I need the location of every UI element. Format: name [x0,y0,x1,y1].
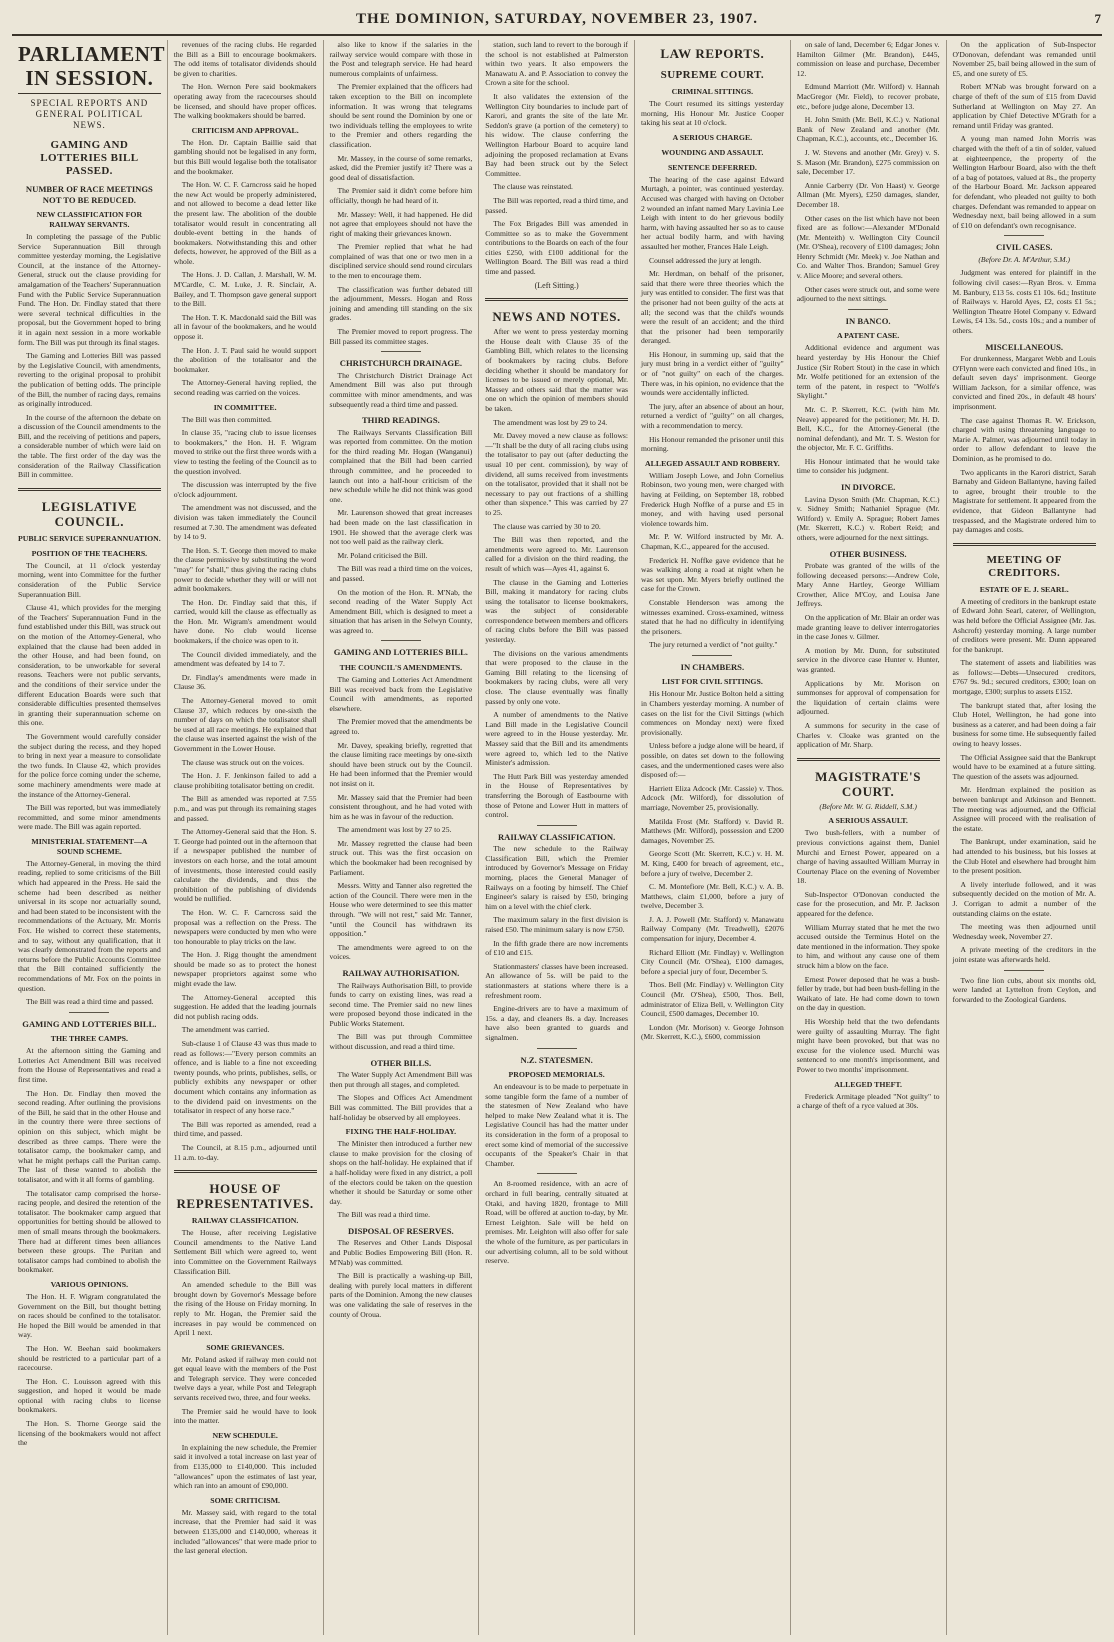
subheadline: ALLEGED THEFT. [834,1079,902,1089]
paragraph: At the afternoon sitting the Gaming and Lotteries Act Amendment Bill was received from the House of Representatives and read a first time. [18,1046,161,1085]
paragraph: His Honour remanded the prisoner until this morning. [641,434,784,454]
paragraph: Lavina Dyson Smith (Mr. Chapman, K.C.) v. Sidney Smith; Nathaniel Sprague (Mr. Wilford) v. Emily A. Sprague; Robert James (Mr. Skerrett, K.C.) v. Robert Reid; and others, were adjourned for the next sittings. [796,494,940,542]
paragraph: The clause was carried by 30 to 20. [493,521,601,531]
paragraph: The Hon. T. K. Macdonald said the Bill was all in favour of the bookmakers, and he would oppose it. [173,312,317,342]
headline: IN DIVORCE. [840,482,896,493]
paragraph: Two fine lion cubs, about six months old, were landed at Lyttelton from Ceylon, and forwarded to the Zoological Gardens. [952,975,1096,1004]
subheadline: A PATENT CASE. [837,331,900,341]
subheadline: CRITICISM AND APPROVAL. [191,125,299,135]
subheadline: NEW SCHEDULE. [212,1430,278,1440]
subheadline: (Before Dr. A. M'Arthur, S.M.) [978,254,1071,264]
paragraph: A motion by Mr. Dunn, for substituted service in the divorce case Hunter v. Hunter, was granted. [796,645,940,674]
paragraph: The amendment was lost by 29 to 24. [493,417,608,427]
headline: GAMING AND LOTTERIES BILL. [333,647,468,658]
divider [381,351,421,352]
paragraph: The Attorney-General accepted this suggestion. He added that the leading journals did not publish racing odds. [173,992,317,1021]
headline: IN CHAMBERS. [680,661,745,672]
paragraph: The Hon. Wernon Pere said bookmakers operating away from the racecourses should be licensed, and should have proper offices. The walking bookmakers should be barred. [173,82,317,121]
paragraph: His Honour intimated that he would take time to consider his judgment. [796,456,940,476]
headline: MAGISTRATE'S COURT. [815,768,922,799]
paragraph: The Bill was read a third time and passed. [26,997,154,1007]
paragraph: Mr. P. W. Wilford instructed by Mr. A. Chapman, K.C., appeared for the accused. [641,532,784,551]
paragraph: C. M. Montefiore (Mr. Bell, K.C.) v. A. B. Matthews, claim £1,000, before a jury of twelve, December 3. [641,882,784,911]
paragraph: A meeting of creditors in the bankrupt estate of Edward John Searl, caterer, of Wellington, was held before the Official Assignee (Mr. Jas. Ashcroft) yesterday morning. A large number of creditors were present. Mr. Dunn appeared for the bankrupt. [952,596,1096,654]
paragraph: revenues of the racing clubs. He regarded the Bill as a Bill to encourage bookmakers. The odd items of totalisator dividends should be given to charities. [173,40,317,78]
paragraph: On the motion of the Hon. R. M'Nab, the second reading of the Water Supply Act Amendment Bill, which is designed to meet a situation that has arisen in the Selwyn County, was agreed to. [329,587,473,635]
paragraph: The Hon. W. Beehan said bookmakers should be restricted to a particular part of a racecourse. [18,1343,161,1373]
subheadline: CRIMINAL SITTINGS. [671,87,754,96]
paragraph: Mr. C. P. Skerrett, K.C. (with him Mr. Neave) appeared for the petitioner; Mr. H. D. Bell, K.C., for the Attorney-General (the nominal defendant), and Mr. T. S. Weston for the objector, Mr. F. C. Griffiths. [796,404,940,453]
subheadline: POSITION OF THE TEACHERS. [31,548,148,558]
paragraph: The Hutt Park Bill was yesterday amended in the House of Representatives by transferring the Borough of Eastbourne with those of Petone and Lower Hutt in matters of control. [485,771,628,820]
paragraph: William Joseph Lowe, and John Cornelius Robinson, two young men, were charged with having at Feilding, on September 18, robbed Frederick Hugh Noffke of a purse and £5 in money, and with having used personal violence towards him. [641,470,784,528]
paragraph: The Hon. H. F. Wigram congratulated the Government on the Bill, but thought betting on races should be confined to the totalisator. He hoped the Bill would be amended in that way. [18,1291,161,1340]
subheadline: A SERIOUS CHARGE. [672,132,753,142]
subheadline: THE COUNCIL'S AMENDMENTS. [339,662,463,672]
page-number: 7 [1094,11,1102,26]
paragraph: The maximum salary in the first division is raised £50. The minimum salary is now £750. [485,915,628,934]
paragraph: The Bill was read a third time on the voices, and passed. [329,564,473,583]
paragraph: The bankrupt stated that, after losing the Club Hotel, Wellington, he had gone into business as a caterer, and had been doing a fair business for some time. He subsequently failed owing to heavy losses. [952,700,1096,749]
paragraph: Matilda Frost (Mr. Stafford) v. David R. Matthews (Mr. Wilford), possession and £200 damages, November 25. [641,816,784,845]
paragraph: The Hon. Dr. Captain Baillie said that gambling should not be legalised in any form, but this Bill would legalise both the totalisator and the bookmaker. [173,137,317,176]
paragraph: The Premier said he would have to look into the matter. [173,1406,317,1426]
divider [692,655,732,656]
paragraph: On the application of Mr. Blair an order was made granting leave to deliver interrogatories in the case Jones v. Gilmer. [796,613,940,642]
paragraph: The Minister then introduced a further new clause to make provision for the closing of shops on the half-holiday. He explained that if a half-holiday were fixed in any district, a poll of the electors could be taken on the question whether it should be Saturday or some other day. [329,1139,473,1206]
headline: THIRD READINGS. [361,415,440,426]
paragraph: Judgment was entered for plaintiff in the following civil cases:—Ryan Bros. v. Emma M. Banbury, £13 5s. costs £1 10s. 6d.; Institute of Railways v. Harold Ayes, £2, costs £1 5s.; Wellington Theatre Hotel Company v. Edward Lewis, £4 13s. 5d., costs 10s.; and a number of others. [952,268,1096,335]
paragraph: Richard Elliott (Mr. Findlay) v. Wellington City Council (Mr. O'Shea), £100 damages, before a special jury of four, December 5. [641,947,784,976]
headline: GAMING AND LOTTERIES BILL. [22,1018,157,1029]
paragraph: The Premier replied that what he had complained of was that one or two men in a disciplined service should send round circulars to the men to encourage them. [329,242,473,281]
paragraph: Mr. Davey moved a new clause as follows:—"It shall be the duty of all racing clubs using the totalisator to pay out (after deducting the usual 10 per cent. commission), by way of dividend, all sums received from investments on the totalisator, provided that it shall not be necessary to pay out fractions of a shilling other than sixpence." This was carried by 27 to 25. [485,431,628,517]
headline: CHRISTCHURCH DRAINAGE. [339,358,462,369]
paragraph: The clause was reinstated. [493,182,573,192]
paragraph: An amended schedule to the Bill was brought down by Governor's Message before the rising of the House on Friday morning. In reply to Mr. Hogan, the Premier said the increases in pay would be commenced on April 1 next. [173,1280,317,1338]
headline: OTHER BUSINESS. [829,548,907,559]
paragraph: Additional evidence and argument was heard yesterday by His Honour the Chief Justice (Sir Robert Stout) in the case in which Mr. Wolfe petitioned for an extension of the term of the patent, in respect to "Wolfe's Skylight." [796,343,940,401]
subheadline: A SERIOUS ASSAULT. [828,816,908,826]
paragraph: Mr. Herdman, on behalf of the prisoner, said that there were three theories which the jury was entitled to consider. The first was that the prisoner had not been guilty of the acts at all; the second was that the child's wounds were the result of an accident; and the third that the prisoner had been temporarily deranged. [641,269,784,346]
paragraph: Other cases were struck out, and some were adjourned to the next sittings. [796,284,940,304]
paragraph: George Scott (Mr. Skerrett, K.C.) v. H. M. M. King, £400 for breach of agreement, etc., before a jury of twelve, December 2. [641,849,784,878]
headline: HOUSE OF REPRESENTATIVES. [176,1181,314,1212]
subheadline: SOME CRITICISM. [210,1495,280,1505]
paragraph: The discussion was interrupted by the five o'clock adjournment. [173,480,317,499]
divider [797,758,940,761]
paragraph: The case against Thomas R. W. Erickson, charged with using threatening language to Marie A. Palmer, was adjourned until today in order to allow defendant to leave the Dominion, as he promised to do. [952,415,1096,463]
paragraph: The Gaming and Lotteries Bill was passed by the Legislative Council, with amendments, reverting to the original proposal to prohibit the publication of betting odds. The principle of the Bill, the number of racing days, remains as originally introduced. [18,351,161,409]
paragraph: The Bankrupt, under examination, said he had attended to his business, but his losses at the Club Hotel and elsewhere had brought him to the present position. [952,837,1096,876]
paragraph: The Fox Brigades Bill was amended in Committee so as to make the Government contributions to the Boards on each of the four cities £250, with £100 additional for the Wellington Board. The Bill was read a third time and passed. [485,219,628,277]
headline: N.Z. STATESMEN. [520,1054,593,1065]
headline: IN BANCO. [845,315,891,326]
paragraph: The clause in the Gaming and Lotteries Bill, making it mandatory for racing clubs using the totalisator to license bookmakers, was the subject of considerable correspondence between members and officers of racing clubs before the Bill was passed yesterday. [485,577,628,645]
paragraph: His Honour, in summing up, said that the jury must bring in a verdict either of "guilty" or of "not guilty" on each of the charges. There was, in his opinion, no evidence that the wounds were accidentally inflicted. [641,349,784,398]
paragraph: A summons for security in the case of Charles v. Cloake was granted on the application of Mr. Sharp. [796,720,940,750]
subheadline: SOME GRIEVANCES. [206,1342,285,1352]
masthead-title: THE DOMINION, SATURDAY, NOVEMBER 23, 1907. [356,10,758,27]
headline: RAILWAY CLASSIFICATION. [497,831,616,842]
divider [1004,235,1044,236]
paragraph: The clause was struck out on the voices. [181,757,305,767]
subheadline: SENTENCE DEFERRED. [667,162,757,172]
paragraph: In explaining the new schedule, the Premier said it involved a total increase on last year of from £135,000 to £140,000. This included "allowances" upon the estimates of last year, which ran into an amount of £90,000. [173,1442,317,1491]
divider [537,825,577,826]
paragraph: The meeting was then adjourned until Wednesday week, November 27. [952,922,1096,941]
paragraph: also like to know if the salaries in the railway service would compare with those in the Post and telegraph service. He had heard numerous complaints of unfairness. [329,40,473,78]
divider [537,1173,577,1174]
paragraph: The Premier explained that the officers had taken exception to the Bill on incomplete information. It was wrong that telegrams should be sent round the Dominion by one or two individuals telling the employees to write to the Premier and others regarding the classification. [329,82,473,149]
paragraph: The amendment was carried. [181,1025,270,1035]
paragraph: It also validates the extension of the Wellington City boundaries to include part of Karori, and grants the site of the late Mr. Seddon's grave (a portion of the cemetery) to his widow. The clause conferring the Wellington Harbour Board to acquire land adjoining the proposed reclamation at Evans Bay had been struck out by the Select Committee. [485,91,628,178]
divider [381,640,421,641]
headline: MISCELLANEOUS. [985,341,1064,352]
masthead [12,4,1102,36]
column-4 [479,40,635,1635]
paragraph: Mr. Massey regretted the clause had been struck out. This was the first occasion on which the bookmaker had been recognised by Parliament. [329,838,473,877]
divider [1004,970,1044,971]
paragraph: The classification was further debated till the adjournment, Messrs. Hogan and Ross joining and amending till standing on the six grades. [329,284,473,323]
paragraph: London (Mr. Morison) v. George Johnson (Mr. Skerrett, K.C.), £600, commission [641,1022,784,1042]
headline: NEWS AND NOTES. [492,309,621,325]
column-7 [947,40,1102,1635]
paragraph: The Hon. Dr. Findlay said that this, if carried, would kill the clause as effectually as the Hon. Mr. Wigram's amendment would have done. No club would license bookmakers, if the choice was open to it. [173,597,317,646]
headline: LAW REPORTS. [660,46,765,61]
section-banner: PARLIAMENT IN SESSION. [18,42,161,94]
divider [485,298,628,301]
paragraph: Applications by Mr. Morison on summonses for approval of compensation for the liquidation of certain claims were adjourned. [796,678,940,717]
paragraph: The House, after receiving Legislative Council amendments to the Native Land Settlement Bill which were agreed to, went into Committee on the Government Railways Classification Bill. [173,1228,317,1276]
paragraph: Probate was granted of the wills of the following deceased persons:—Andrew Cole, Mary Anne Hartley, George William Crowther, Alice M'Coy, and Louisa Jane Jeffreys. [796,561,940,609]
paragraph: A lively interlude followed, and it was subsequently decided on the motion of Mr. A. J. Corrigan to admit a number of the outstanding claims on the estate. [952,879,1096,918]
column-1 [12,40,168,1635]
paragraph: The new schedule to the Railway Classification Bill, which the Premier introduced by Governor's Message on Friday morning, places the General Manager of Railways on a footing by himself. The Chief Engineer's salary is raised by £50, bringing him on a level with the chief clerk. [485,844,628,911]
paragraph: The Attorney-General said that the Hon. S. T. George had pointed out in the afternoon that if a newspaper published the number of investors on each horse, and the total amount of investments, those interested could easily calculate the dividends, and thus the prohibition of the publishing of dividends would be nullified. [173,827,317,904]
paragraph: J. W. Stevens and another (Mr. Grey) v. S. S. Mason (Mr. Brandon), £275 commission on sale, December 17. [796,147,940,177]
headline: RAILWAY AUTHORISATION. [342,968,460,978]
paragraph: After we went to press yesterday morning the House dealt with Clause 35 of the Gambling Bill, which relates to the licensing of bookmakers by racing clubs. Before deciding whether it should be mandatory for licenses to be issued or merely optional, Mr. Massey and others said that the matter was one on which the opinion of members should be taken. [485,327,628,413]
paragraph: Frederick H. Noffke gave evidence that he was walking along a road at night when he was set upon. Mr. Myers briefly outlined the case for the Crown. [641,555,784,594]
paragraph: Dr. Findlay's amendments were made in Clause 36. [173,672,317,692]
paragraph: His Honour Mr. Justice Bolton held a sitting in Chambers yesterday morning. A number of cases on the list for the Civil Sittings (which commences on Monday next) were fixed provisionally. [641,689,784,737]
subheadline: RAILWAY CLASSIFICATION. [191,1216,299,1226]
paragraph: A private meeting of the creditors in the joint estate was afterwards held. [952,945,1096,964]
paragraph: A young man named John Morris was charged with the theft of a tin of solder, valued at eighteenpence, the property of the Wellington Harbour Board, also with the theft of a bag of potatoes, valued at 8s., the property of the Harbour Board. Mr. Jackson appeared for defendant, who pleaded not guilty to both charges. Defendant was remanded to appear on Wednesday next, bail being allowed in a sum of £10 on defendant's own recognisance. [952,134,1096,230]
paragraph: In clause 35, "racing club to issue licenses to bookmakers," the Hon. H. F. Wigram moved to strike out the first three words with a view to testing the feeling of the Council as to the question involved. [173,428,317,476]
subheadline: NEW CLASSIFICATION FOR RAILWAY SERVANTS. [36,210,143,229]
paragraph: Frederick Armitage pleaded "Not guilty" to a charge of theft of a ryce valued at 30s. [796,1091,940,1111]
paragraph: The Attorney-General having replied, the second reading was carried on the voices. [173,378,317,397]
paragraph: The Council, at 8.15 p.m., adjourned until 11 a.m. to-day. [173,1142,317,1162]
paragraph: The hearing of the case against Edward Murtagh, a pointer, was continued yesterday. Accused was charged with having on October 2 wounded an infant named Mary Lavinia Lee Leigh with intent to do her grievous bodily harm, with having assaulted her so as to cause her actual bodily harm, and with having assaulted her mother, Frances Hale Leigh. [641,174,784,251]
subheadline: FIXING THE HALF-HOLIDAY. [345,1127,457,1137]
paragraph: Two applicants in the Karori district, Sarah Barnaby and Gideon Ballantyne, having failed to agree, brought their trouble to the Magistrate for settlement. It appeared from the evidence, that Gideon Ballantyne had trespassed, and the Magistrate ordered him to pay damages and costs. [952,467,1096,535]
paragraph: The Premier moved to report progress. The Bill passed its committee stages. [329,327,473,346]
subheadline: ESTATE OF E. J. SEARL. [979,584,1069,594]
paragraph: Mr. Herdman explained the position as between bankrupt and Atkinson and Bennett. The meeting was adjourned, and the Official Assignee will proceed with the realisation of the estate. [952,785,1096,833]
paragraph: The Attorney-General, in moving the third reading, replied to some criticisms of the Bill which had appeared in the Press. He said the scheme had been described as neither universal in its scope nor actuarially sound, and had been stated to be inconsistent with the recommendations of the Actuary, Mr. Morris Fox. He wished to correct these statements, and to say, without any qualification, that it was clearly demonstrated from the reports and returns before the Public Accounts Committee that the Bill contained sufficiently the recommendations of Mr. Fox on the points in question. [18,858,161,993]
headline: CIVIL CASES. [996,242,1053,253]
paragraph: The amendments were agreed to on the voices. [329,942,473,962]
paragraph: The Official Assignee said that the Bankrupt would have to be examined at a future sitting. The question of the assets was adjourned. [952,752,1096,781]
paragraph: In completing the passage of the Public Service Superannuation Bill through committee yesterday morning, the Legislative Council, at the instance of the Attorney-General, struck out the clause providing for amalgamation of the Teachers' Superannuation Fund with the Public Service Superannuation Fund. The Hon. Dr. Findlay stated that there were several technical difficulties in the proposal, but the Government hoped to bring it in again next session in a more workable form. The Bill was put through its final stages. [18,232,161,347]
paragraph: The Council divided immediately, and the amendment was defeated by 14 to 7. [173,649,317,669]
paragraph: The Gaming and Lotteries Act Amendment Bill was received back from the Legislative Council with amendments, as reported elsewhere. [329,674,473,713]
paragraph: Mr. Poland criticised the Bill. [337,550,428,560]
paragraph: An endeavour is to be made to perpetuate in some tangible form the fame of a number of the statesmen of New Zealand who have helped to make New Zealand what it is. The Legislative Council has had the matter under its consideration in the form of a proposal to erect some kind of memorial of the successive occupants of the Speaker's Chair in that Chamber. [485,1082,628,1168]
paragraph: The totalisator camp comprised the horse-racing people, and desired the retention of the totalisator. The bookmaker camp argued that opportunities for betting should be allowed to men of small means through the bookmakers. There had at different times been alliances between these groups. The Puritan and totalisator camps had combined to abolish the bookmaker. [18,1188,161,1275]
paragraph: The Bill is practically a washing-up Bill, dealing with purely local matters in different parts of the Dominion. Among the new clauses was one validating the sale of reserves in the county of Oroua. [329,1271,473,1319]
paragraph: The Water Supply Act Amendment Bill was then put through all stages, and completed. [329,1070,473,1089]
paragraph: The Court resumed its sittings yesterday morning, His Honour Mr. Justice Cooper taking his seat at 10 o'clock. [641,99,784,128]
paragraph: The Premier moved that the amendments be agreed to. [329,717,473,736]
paragraph: The Christchurch District Drainage Act Amendment Bill was also put through committee with minor amendments, and was subsequently read a third time and passed. [329,370,473,409]
paragraph: On the application of Sub-Inspector O'Donovan, defendant was remanded until November 25, bail being allowed in the sum of £5, and one surety of £5. [952,40,1096,78]
paragraph: Mr. Massey said that the Premier had been consistent throughout, and he had voted with him as he was in favour of the reduction. [329,792,473,821]
paragraph: The Attorney-General moved to omit Clause 37, which reduces by one-sixth the number of days on which the totalisator shall be used at all race meetings. He explained that the clause was inserted against the wish of the Government in the Lower House. [173,696,317,753]
paragraph: Counsel addressed the jury at length. [649,255,762,265]
paragraph: The Hon. C. Louisson agreed with this suggestion, and hoped it would be made optional with racing clubs to license bookmakers. [18,1376,161,1415]
paragraph: The Hon. S. T. George then moved to make the clause permissive by substituting the word "may" for "shall," thus giving the racing clubs power to decide whether they will or will not admit bookmakers. [173,545,317,594]
subheadline: (Before Mr. W. G. Riddell, S.M.) [819,801,917,811]
headline: GAMING AND LOTTERIES BILL PASSED. [40,139,139,177]
subheadline: IN COMMITTEE. [213,402,277,412]
paragraph: The Hon. W. C. F. Carncross said the proposal was a reflection on the Press. The newspapers were conducted by men who were too honourable to play tricks on the law. [173,907,317,946]
subheadline: ALLEGED ASSAULT AND ROBBERY. [645,458,780,468]
column-6 [791,40,947,1635]
paragraph: For drunkenness, Margaret Webb and Louis O'Flynn were each convicted and fined 10s., in default seven days' imprisonment. George William Jackson, for a similar offence, was convicted and fined 20s., in default 48 hours' imprisonment. [952,354,1096,411]
paragraph: The jury, after an absence of about an hour, returned a verdict of "guilty" on all charges, with a recommendation to mercy. [641,401,784,431]
paragraph: Two bush-fellers, with a number of previous convictions against them, Daniel Murchi and Ernest Power, appeared on a charge of having assaulted William Murray in Courtenay Place on the evening of November 18. [796,828,940,886]
headline: DISPOSAL OF RESERVES. [348,1225,454,1236]
paragraph: The Council, at 11 o'clock yesterday morning, went into Committee for the further consideration of the Public Service Superannuation Bill. [18,560,161,599]
paragraph: Mr. Laurenson showed that great increases had been made on the last classification in 1901. He showed that the average clerk was not too well paid as the railway clerk. [329,508,473,547]
paragraph: In the fifth grade there are now increments of £10 and £15. [485,938,628,958]
paragraph: Mr. Poland asked if railway men could not get equal leave with the members of the Post and Telegraph service. They were conceded twelve days a year, while Post and Telegraph servants received two, three, and four weeks. [173,1354,317,1403]
paragraph: station, such land to revert to the borough if the school is not established at Palmerston within two years. It also empowers the Manawatu A. and P. Association to convey the Crown a site for the school. [485,40,628,88]
subheadline: MINISTERIAL STATEMENT—A SOUND SCHEME. [31,836,148,856]
column-5 [635,40,791,1635]
paragraph: The Railways Servants Classification Bill was reported from committee. On the motion for the third reading Mr. Hogan (Wanganui) complained that the Bill had been carried through committee, and he proceeded to launch out into a half-hour criticism of the new schedule while he did not think was good one. [329,427,473,504]
left-sitting-note: (Left Sitting.) [534,280,579,290]
subheadline: PROPOSED MEMORIALS. [508,1070,605,1080]
subheadline: WOUNDING AND ASSAULT. [661,147,764,157]
paragraph: The statement of assets and liabilities was as follows:—Debts—Unsecured creditors, £767 9s. 9d.; secured creditors, £300; loan on mortgage, £300; surplus to assets £152. [952,658,1096,697]
paragraph: The Premier said it didn't come before him officially, though he had heard of it. [329,186,473,205]
paragraph: Edmund Marriott (Mr. Wilford) v. Hannah MacGregor (Mr. Field), to recover probate, etc., before judge alone, December 13. [796,82,940,111]
paragraph: Mr. Massey: Well, it had happened. He did not agree that employees should not have the right of making their grievances known. [329,209,473,238]
paragraph: Sub-Inspector O'Donovan conducted the case for the prosecution, and Mr. P. Jackson appeared for the defence. [796,889,940,919]
paragraph: The Bill as amended was reported at 7.55 p.m., and was put through its remaining stages and passed. [173,794,317,823]
subheadline: NUMBER OF RACE MEETINGS NOT TO BE REDUCED. [25,184,153,205]
paragraph: The Railways Authorisation Bill, to provide funds to carry on existing lines, was read a second time. The Premier said no new lines were proposed beyond those indicated in the Public Works Statement. [329,980,473,1028]
paragraph: Mr. Davey, speaking briefly, regretted that the clause limiting race meetings by one-sixth should have been struck out by the Council. He had been informed that the Premier would not insist on it. [329,740,473,788]
paragraph: The Bill was put through Committee without discussion, and read a third time. [329,1032,473,1052]
paragraph: Robert M'Nab was brought forward on a charge of theft of the sum of £15 from David Sutherland at Wellington on May 27. An application by Chief Detective M'Grath for a remand until Friday was granted. [952,82,1096,130]
paragraph: Clause 41, which provides for the merging of the Teachers' Superannuation Fund in the fund established under this Bill, was struck out on the motion of the Attorney-General, who explained that the clause had been added in the other House, and had been found, on consideration, to be unworkable for several reasons. Teachers were not public servants, and the conditions of their service under the different Education Boards were such that considerable difficulties presented themselves in granting their superannuation scheme on this one. [18,603,161,728]
column-3 [324,40,480,1635]
subheadline: LIST FOR CIVIL SITTINGS. [661,677,763,687]
paragraph: The amendment was not discussed, and the division was taken immediately the Council resumed at 7.30. The amendment was defeated by 14 to 9. [173,503,317,542]
paragraph: The Hon. J. T. Paul said he would support the abolition of the totalisator and the bookmaker. [173,345,317,374]
paragraph: The Bill was read a third time. [337,1210,431,1220]
column-2 [168,40,324,1635]
paragraph: Harriett Eliza Adcock (Mr. Cassie) v. Thos. Adcock (Mr. Wilford), for dissolution of marriage, November 25, provisionally. [641,783,784,812]
divider [848,309,888,310]
headline: LEGISLATIVE COUNCIL. [41,498,137,529]
divider [174,1170,317,1173]
section-subbanner: SPECIAL REPORTS AND GENERAL POLITICAL NEWS. [30,98,149,130]
paragraph: H. John Smith (Mr. Bell, K.C.) v. National Bank of New Zealand and another (Mr. Chapman, K.C.), accounts, etc., December 16. [796,115,940,144]
paragraph: The Hon. S. Thorne George said the licensing of the bookmakers would not affect the [18,1419,161,1448]
paragraph: The Bill was then reported, and the amendments were agreed to. Mr. Laurenson called for a division on the third reading, the result of which was—Ayes 41, against 6. [485,535,628,573]
paragraph: The Government would carefully consider the subject during the recess, and they hoped to bring in next year a measure to consolidate the two funds. In Clause 42, which provides for the police force coming under the scheme, some machinery amendments were made at the instance of the Attorney-General. [18,731,161,799]
paragraph: Mr. Massey, in the course of some remarks, asked, did the Premier justify it? There was a good deal of dissatisfaction. [329,153,473,182]
divider [69,1012,109,1013]
paragraph: Messrs. Witty and Tanner also regretted the action of the Council. There were men in the House who were determined to see this matter through. "We will not rest," said Mr. Tanner, "until the Council has withdrawn its opposition." [329,881,473,939]
paragraph: An 8-roomed residence, with an acre of orchard in full bearing, centrally situated at Otaki, and having 1820, frontage to Mill Road, will be offered at auction to-day, by Mr. Ernest Leighton. Sale will be held on premises. Mr. Leighton will also offer for sale the whole of the furniture, as per particulars in our advertising column, all to be sold without reserve. [485,1179,628,1266]
paragraph: on sale of land, December 6; Edgar Jones v. Hamilton Gilmer (Mr. Brandon), £445, commission on lease and purchase, December 12. [796,40,940,78]
paragraph: The divisions on the various amendments that were proposed to the clause in the Gaming Bill relating to the licensing of bookmakers by racing clubs, were all very close. The clause eventually was finally passed by only one vote. [485,648,628,706]
paragraph: The Bill was reported, read a third time, and passed. [485,195,628,215]
paragraph: The Hon. Dr. Findlay then moved the second reading. After outlining the provisions of the Bill, he said that in the other House and in the country there were three sections of opinion on this subject, which might be described as three camps. There were the totalisator camp, the bookmaker camp, and what he might perhaps call the Puritan camp. The last of these wanted to abolish the totalisator, and with it all forms of gambling. [18,1088,161,1184]
divider [18,488,161,491]
paragraph: Other cases on the list which have not been fixed are as follow:—Alexander M'Donald (Mr. Menteith) v. Wellington City Council (Mr. O'Shea), recovery of £100 damages; John Henry Schmidt (Mr. Meek) v. Joe Nathan and Co. and Walter Thos. Brandon; Samuel Grey v. Alice Moore; and several others. [796,213,940,281]
paragraph: Unless before a judge alone will be heard, if possible, on dates set down to the following cases, and the undermentioned cases were also disposed of:— [641,741,784,780]
subheadline: VARIOUS OPINIONS. [50,1279,129,1289]
paragraph: Ernest Power deposed that he was a bush-feller by trade, but had been bush-felling in the Waikato of late. He had come down to town on the day in question. [796,974,940,1013]
paragraph: The Hons. J. D. Callan, J. Marshall, W. M. M'Cardle, C. M. Luke, J. R. Sinclair, A. Bailey, and T. Thompson gave general support to the Bill. [173,270,317,309]
subheadline: THE THREE CAMPS. [50,1034,128,1044]
paragraph: A number of amendments to the Native Land Bill made in the Legislative Council were agreed to in the House yesterday. Mr. Massey said that the Bill and its amendments were agreed to, which led to the Native Minister's admission. [485,710,628,768]
paragraph: The Reserves and Other Lands Disposal and Public Bodies Empowering Bill (Hon. R. M'Nab) was committed. [329,1238,473,1267]
paragraph: The Bill was reported, but was immediately recommitted, and some minor amendments were made. The Bill was again reported. [18,803,161,832]
paragraph: In the course of the afternoon the debate on a discussion of the Council amendments to the Bill, and the receiving of petitions and papers, a considerable number of which were laid on the table. The first order of the day was the consideration of the Railway Classification Bill in committee. [18,412,161,480]
subheadline: SUPREME COURT. [660,69,765,81]
paragraph: The Hon. W. C. F. Carncross said he hoped the new Act would be properly administered, and not allowed to become a dead letter like the present law. The abolition of the double totalisator would result in concentrating all double-event betting in the hands of bookmakers. Notwithstanding this and other defects, however, he approved of the Bill as a whole. [173,180,317,266]
headline: OTHER BILLS. [370,1057,432,1068]
paragraph: The amendment was lost by 27 to 25. [337,825,452,835]
divider [953,543,1096,546]
paragraph: J. A. J. Powell (Mr. Stafford) v. Manawatu Railway Company (Mr. Treadwell), £2076 compensation for injury, December 4. [641,914,784,944]
paragraph: Constable Henderson was among the witnesses examined. Cross-examined, witness stated that he had no difficulty in identifying the prisoners. [641,597,784,636]
paragraph: Sub-clause 1 of Clause 43 was thus made to read as follows:—"Every person commits an offence, and is liable to a fine not exceeding twenty pounds, who prints, publishes, sells, or publicly exhibits any newspaper or other document which contains any information as to the dividend paid on investments on the totalisator in respect of any horse race." [173,1039,317,1116]
paragraph: The Slopes and Offices Act Amendment Bill was committed. The Bill provides that a half-holiday be observed by all employees. [329,1093,473,1122]
paragraph: The Bill was then committed. [181,414,272,424]
columns [12,40,1102,1635]
paragraph: Thos. Bell (Mr. Findlay) v. Wellington City Council (Mr. O'Shea), £500, Thos. Bell, administrator of Eliza Bell, v. Wellington City Council, £500 damages, December 10. [641,980,784,1019]
headline: MEETING OF CREDITORS. [986,553,1062,579]
paragraph: Engine-drivers are to have a maximum of 15s. a day, and cleaners 8s. a day. Increases have also been granted to guards and signalmen. [485,1004,628,1042]
paragraph: His Worship held that the two defendants were guilty of assaulting Murray. The fight might have been provoked, but that was no excuse for the violence used. Murchi was sentenced to one month's imprisonment, and Power to two months' imprisonment. [796,1017,940,1074]
paragraph: Annie Carberry (Dr. Von Haast) v. George Allman (Mr. Myers), £250 damages, slander, December 18. [796,180,940,209]
paragraph: The Hon. J. Rigg thought the amendment should be made so as to protect the honest newspaper proprietors against some who might evade the law. [173,950,317,989]
subheadline: PUBLIC SERVICE SUPERANNUATION. [18,533,161,543]
paragraph: The Bill was reported as amended, read a third time, and passed. [173,1119,317,1139]
paragraph: The jury returned a verdict of "not guilty." [649,640,778,650]
paragraph: Mr. Massey said, with regard to the total increase, that the Premier had said it was between £135,000 and £140,000, whereas it included "allowances" that were made prior to the last general election. [173,1507,317,1556]
divider [537,1048,577,1049]
paragraph: William Murray stated that he met the two accused outside the Terminus Hotel on the date mentioned in the information. They spoke to him, and without any cause one of them struck him a blow on the face. [796,922,940,971]
paragraph: Stationmasters' classes have been increased. An allowance of 5s. will be paid to the stationmasters at stations where there is a refreshment room. [485,961,628,1000]
paragraph: The Hon. J. F. Jenkinson failed to add a clause prohibiting totalisator betting on credit. [173,771,317,790]
